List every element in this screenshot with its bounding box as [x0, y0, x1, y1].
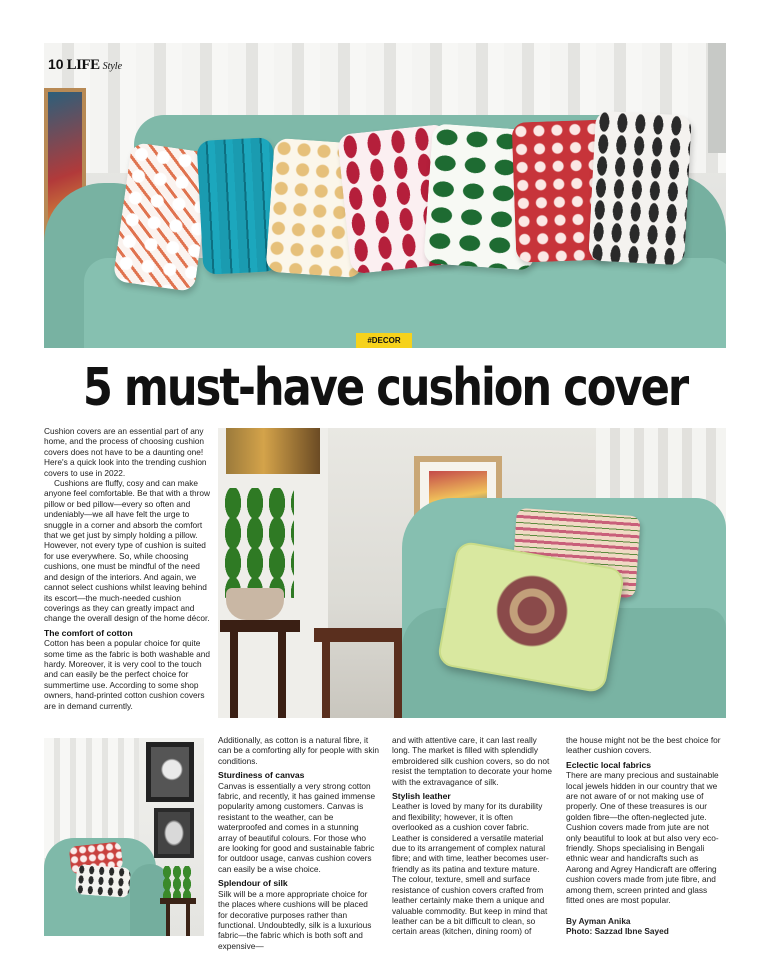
page-folio	[48, 56, 122, 74]
living-room-photo	[218, 428, 726, 718]
canvas-heading: Sturdiness of canvas	[218, 770, 305, 781]
intro-paragraph-2: Cushions are fluffy, cosy and can make anyone feel comfortable. Be that with a throw pillow or bed pillow—every so often and undeniably—we all have felt the urge to snuggle in a corner and absorb the comfort that we get just by simply holding a pillow. However, not every type of cushion is suited for use everywhere. So, while choosing cushions, one must be mindful of the need and design of the interiors. And again, we cannot select cushions whilst leaving behind its escort—the much-needed cushion coverings as they can greatly impact and change the overall design of the home décor.	[44, 478, 211, 624]
wall-frame	[708, 43, 726, 153]
armchair-photo	[44, 738, 204, 936]
silk-body: Silk will be a more appropriate choice for the places where cushions will be placed for decorative purposes rather than functional. Undoubtedly, silk is a luxurious fabric—the fabric which is both soft and expensive—	[218, 888, 372, 951]
plant	[162, 866, 192, 900]
leather-body-continued: the house might not be the best choice for leather cushion covers.	[566, 735, 721, 756]
hero-photo	[44, 43, 726, 348]
column-1	[44, 426, 212, 711]
column-2	[218, 735, 379, 951]
headline: 5 must-have cushion cover	[82, 358, 688, 418]
silk-body-continued: and with attentive care, it can last really long. The market is filled with splendidly embroidered silk cushion covers, so do not resist the temptation to decorate your home with the extravagance of silk.	[392, 735, 553, 787]
local-heading: Eclectic local fabrics	[566, 759, 652, 770]
brand-name: LIFE	[66, 57, 100, 73]
framed-photo	[154, 808, 194, 858]
wooden-table	[314, 628, 410, 718]
wooden-stool	[160, 898, 196, 936]
cushion-black-floral	[588, 111, 692, 266]
column-3	[392, 735, 554, 937]
author: By Ayman Anika	[566, 915, 631, 926]
page-number: 10	[48, 56, 64, 72]
plant	[222, 488, 294, 598]
byline	[566, 916, 726, 937]
cotton-heading: The comfort of cotton	[44, 627, 133, 638]
silk-heading: Splendour of silk	[218, 878, 288, 889]
photo-credit: Photo: Sazzad Ibne Sayed	[566, 925, 669, 936]
canvas-body: Canvas is essentially a very strong cotton fabric, and recently, it has gained immense popularity among customers. Canvas is resistant to the weather, can be waterproofed and comes in a stunning array of beautiful colours. For those who are looking for good and sustainable fabric for outdoor usage, canvas cushion covers can easily be a wise choice.	[218, 780, 376, 874]
column-4	[566, 735, 726, 936]
cotton-body-continued: Additionally, as cotton is a natural fibre, it can be a comforting ally for people with skin conditions.	[218, 735, 379, 766]
wooden-stool	[220, 620, 300, 718]
framed-photo	[146, 742, 194, 802]
leather-body: Leather is loved by many for its durability and flexibility; however, it is often overlooked as a cushion cover fabric. Leather is considered a versatile material due to its arrangement of complex natural fibre; and with time, leather becomes user-friendly as its patina and texture mature. The colour, texture, smell and surface resistance of cushion covers crafted from leather certainly make them a unique and valuable commodity. But keep in mind that leather can be a bit difficult to clean, so certain areas (kitchen, dining room) of	[392, 801, 549, 937]
brand-suffix: Style	[102, 61, 123, 72]
leather-heading: Stylish leather	[392, 791, 451, 802]
section-tag: #DECOR	[356, 333, 412, 348]
black-white-cushion	[75, 864, 131, 898]
plant-pot	[226, 588, 284, 620]
intro-paragraph-1: Cushion covers are an essential part of any home, and the process of choosing cushion covers does not have to be a daunting one! Here's a quick look into the trending cushion covers to use in 2022.	[44, 426, 207, 478]
cotton-body: Cotton has been a popular choice for quite some time as the fabric is both washable and hardy. Moreover, it is very cool to the touch and can easily be the perfect choice for summertime use. According to some shop owners, hand-printed cotton cushion covers are in demand currently.	[44, 638, 211, 711]
local-body: There are many precious and sustainable local jewels hidden in our country that we are not aware of or not making use of properly. One of these treasures is our golden fibre—the often-neglected jute. Cushion covers made from jute are not only beautiful to look at but also very eco-friendly. Shops specialising in Bengali ethnic wear and handicrafts such as Aarong and Agrey Handicraft are offering cushion covers made from jute fibre, and among them, screen printed and glass fitted ones are most popular.	[566, 770, 719, 906]
